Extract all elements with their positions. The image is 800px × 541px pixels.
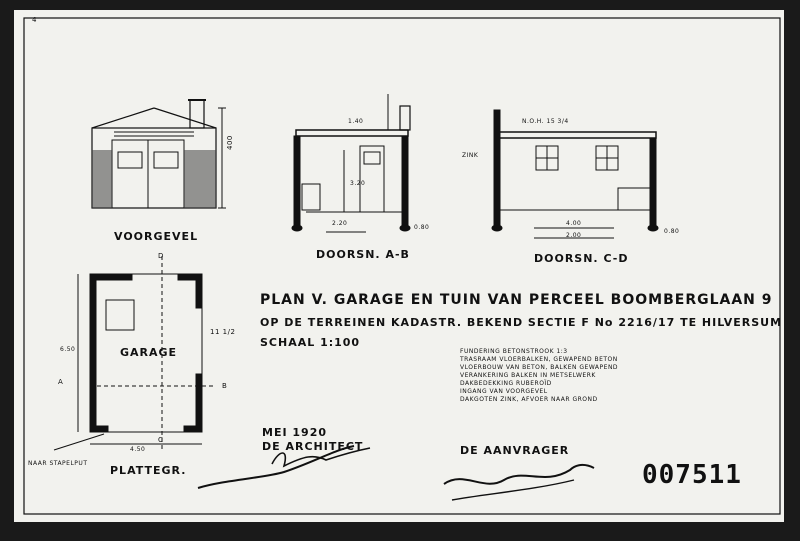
section-cd-dim-1: N.O.H. 15 3/4 xyxy=(522,118,569,125)
plan-axis-d: D xyxy=(158,252,164,260)
sheet-border xyxy=(24,18,783,514)
section-cd-dim-3: 4.00 xyxy=(566,220,582,227)
plan-dim-note: 11 1/2 xyxy=(210,328,236,336)
section-cd xyxy=(492,110,658,238)
title-line-1: PLAN V. GARAGE EN TUIN VAN PERCEEL BOOMBERGLAAN 9 xyxy=(260,292,773,308)
section-ab-dim-3: 2.20 xyxy=(332,220,348,227)
section-ab-label: DOORSN. A-B xyxy=(316,248,410,261)
date-label: MEI 1920 xyxy=(262,426,327,439)
spec-line: DAKBEDEKKING RUBEROÏD xyxy=(460,380,552,387)
section-cd-label: DOORSN. C-D xyxy=(534,252,629,265)
section-ab-dim-1: 1.40 xyxy=(348,118,364,125)
section-cd-dim-2: ZINK xyxy=(462,152,479,159)
spec-line: VERANKERING BALKEN IN METSELWERK xyxy=(460,372,596,379)
plan-dim-width: 4.50 xyxy=(130,446,146,453)
title-line-2: OP DE TERREINEN KADASTR. BEKEND SECTIE F No 2216/17 TE HILVERSUM xyxy=(260,316,783,329)
plan-axis-a: A xyxy=(58,378,64,386)
spec-line: DAKGOTEN ZINK, AFVOER NAAR GROND xyxy=(460,396,598,403)
plan-axis-c: C xyxy=(158,436,164,444)
section-ab-dim-2: 3.20 xyxy=(350,180,366,187)
spec-line: TRASRAAM VLOERBALKEN, GEWAPEND BETON xyxy=(460,356,618,363)
front-elevation-label: VOORGEVEL xyxy=(114,230,199,243)
plan-dim-depth: 6.50 xyxy=(60,346,76,353)
archive-number: 007511 xyxy=(642,460,742,490)
spec-line: FUNDERING BETONSTROOK 1:3 xyxy=(460,348,568,355)
front-height-dim: 400 xyxy=(226,135,234,150)
plan-room-label: GARAGE xyxy=(120,346,178,359)
spec-line: INGANG VAN VOORGEVEL xyxy=(460,388,548,395)
spec-line: VLOERBOUW VAN BETON, BALKEN GEWAPEND xyxy=(460,364,619,371)
front-elevation xyxy=(92,100,226,208)
plan-label: PLATTEGR. xyxy=(110,464,187,477)
scale-label: SCHAAL 1:100 xyxy=(260,336,361,349)
drain-label: NAAR STAPELPUT xyxy=(28,460,88,467)
plan-axis-b: B xyxy=(222,382,228,390)
drawing-sheet xyxy=(14,10,784,522)
section-ab xyxy=(292,94,410,232)
architect-label: DE ARCHITECT xyxy=(262,440,364,453)
corner-mark: 4 xyxy=(32,16,37,24)
specification-block xyxy=(460,348,619,403)
section-cd-dim-4: 2.00 xyxy=(566,232,582,239)
section-ab-dim-4: 0.80 xyxy=(414,224,430,231)
client-label: DE AANVRAGER xyxy=(460,444,570,457)
section-cd-dim-5: 0.80 xyxy=(664,228,680,235)
